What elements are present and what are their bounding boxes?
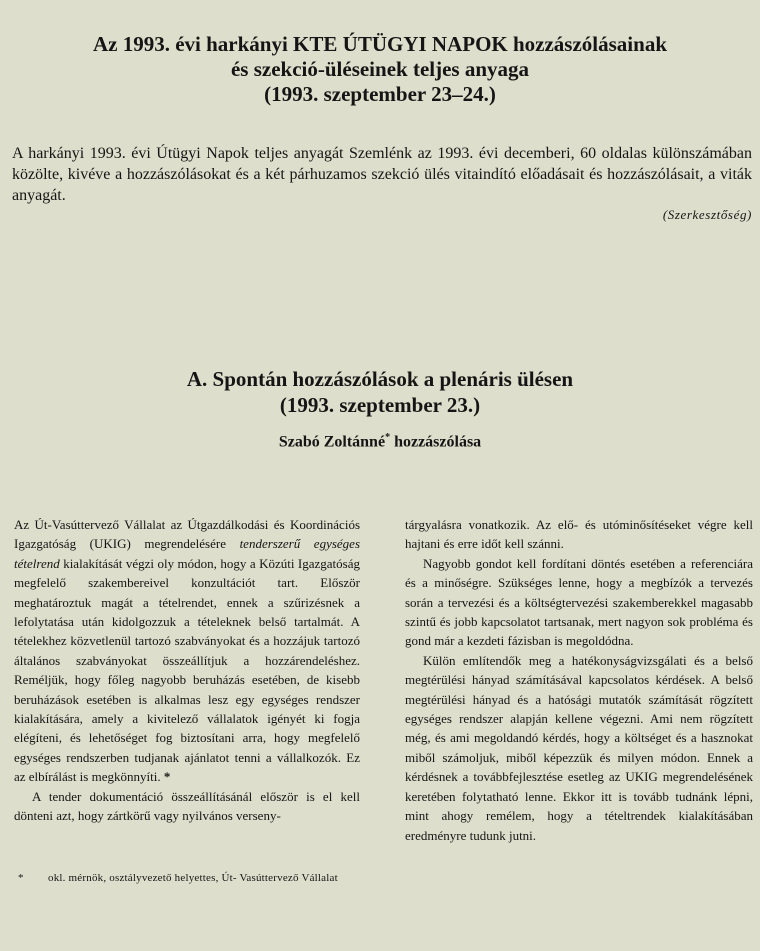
right-column: [405, 515, 753, 845]
left-paragraph-1: [14, 515, 360, 787]
tender-term-emphasis: tenderszerű egységes tételrend: [14, 536, 361, 571]
title-line-3: (1993. szeptember 23–24.): [264, 82, 496, 106]
right-paragraph-2: Nagyobb gondot kell fordítani döntés esetében a referenciára és a minőségre. Szükséges lenne, hogy a megbízók a tervezés során a tervezési és a költségtervezési szakemberekkel magasabb szintű és jobb kapcsolatot tartsanak, mert nagyon sok probléma és gond már a kezdeti fázisban is megoldódna.: [405, 555, 753, 649]
intro-paragraph: A harkányi 1993. évi Útügyi Napok teljes anyagát Szemlénk az 1993. évi decemberi, 60 oldalas különszámában közölte, kivéve a hozzászólásokat és a két párhuzamos szekció ülés vitaindító előadásait és hozzászólásait, a viták anyagát.: [12, 145, 752, 204]
section-title-line-1: A. Spontán hozzászólások a plenáris ülésen: [186, 367, 574, 391]
footnote-mark: *: [18, 872, 24, 884]
title-line-1: Az 1993. évi harkányi KTE ÚTÜGYI NAPOK hozzászólásainak: [92, 32, 668, 56]
document-title: [40, 32, 720, 107]
left-paragraph-1-text-b: kialakítását végzi oly módon, hogy a Közúti Igazgatóság megfelelő szakembereivel konzultációt tart. Először meghatároztuk magát a tételrendet, ennek a szűrizésnek a lefolytatása után kidolgozzuk a tételeknek belső tartalmát. A tételekhez közvetlenül tartozó szabványokat és a hozzájuk tartozó általános szabványokat összeállítjuk a hozzárendeléshez. Reméljük, hogy főleg nagyobb beruházás esetében, de kisebb beruházások esetében is alkalmas lesz egy egységes rendszer kialakítására, amely a kivitelező vállalatok igényét ki fogja elégíteni, és lehetőséget fog biztosítani arra, hogy megfelelő egységes rendszerben tudjanak ajánlatot tenni a vállalkozók. Ez az elbírálást is megkönnyíti.: [14, 555, 360, 785]
left-paragraph-1-text-a: Az Út-Vasúttervező Vállalat az Útgazdálkodási és Koordinációs Igazgatóság (UKIG) megrendelésére: [14, 517, 360, 552]
footnote: [18, 872, 338, 884]
footnote-text: okl. mérnök, osztályvezető helyettes, Út- Vasúttervező Vállalat: [48, 872, 338, 884]
right-paragraph-1: tárgyalásra vonatkozik. Az elő- és utóminősítéseket végre kell hajtani és erre időt kell szánni.: [405, 517, 753, 552]
right-paragraph-3: Külön említendők meg a hatékonyságvizsgálati és a belső megtérülési hányad számításával kapcsolatos kérdések. A belső megtérülési hányad és a hatósági mutatók számítását rögzített egységes rendszer alapján kellene végezni. Ami nem rögzített még, és ami megoldandó kérdés, hogy a költséget és a hasznokat miből számoljuk, miből képezzük és milyen módon. Ennek a kérdésnek a továbbfejlesztése esetleg az UKIG megrendelésének keretében folytatható lenne. Ekkor itt is tovább tudnánk lépni, mint ahogy remélem, hogy a tételtrendek kialakításában eredményre tudunk jutni.: [405, 652, 753, 843]
left-paragraph-2: A tender dokumentáció összeállításánál először is el kell dönteni azt, hogy zártkörű vagy nyilvános verseny-: [14, 788, 360, 824]
inline-asterisk: *: [163, 769, 171, 785]
section-heading: [40, 366, 720, 418]
author-suffix: hozzászólása: [390, 433, 482, 451]
section-title-line-2: (1993. szeptember 23.): [279, 393, 481, 417]
editorial-signature: (Szerkesztőség): [662, 207, 752, 222]
author-footnote-mark: *: [385, 432, 391, 443]
title-line-2: és szekció-üléseinek teljes anyaga: [230, 57, 530, 81]
left-column: [14, 515, 360, 826]
contribution-author-heading: [40, 432, 720, 451]
author-name: Szabó Zoltánné: [278, 433, 386, 451]
